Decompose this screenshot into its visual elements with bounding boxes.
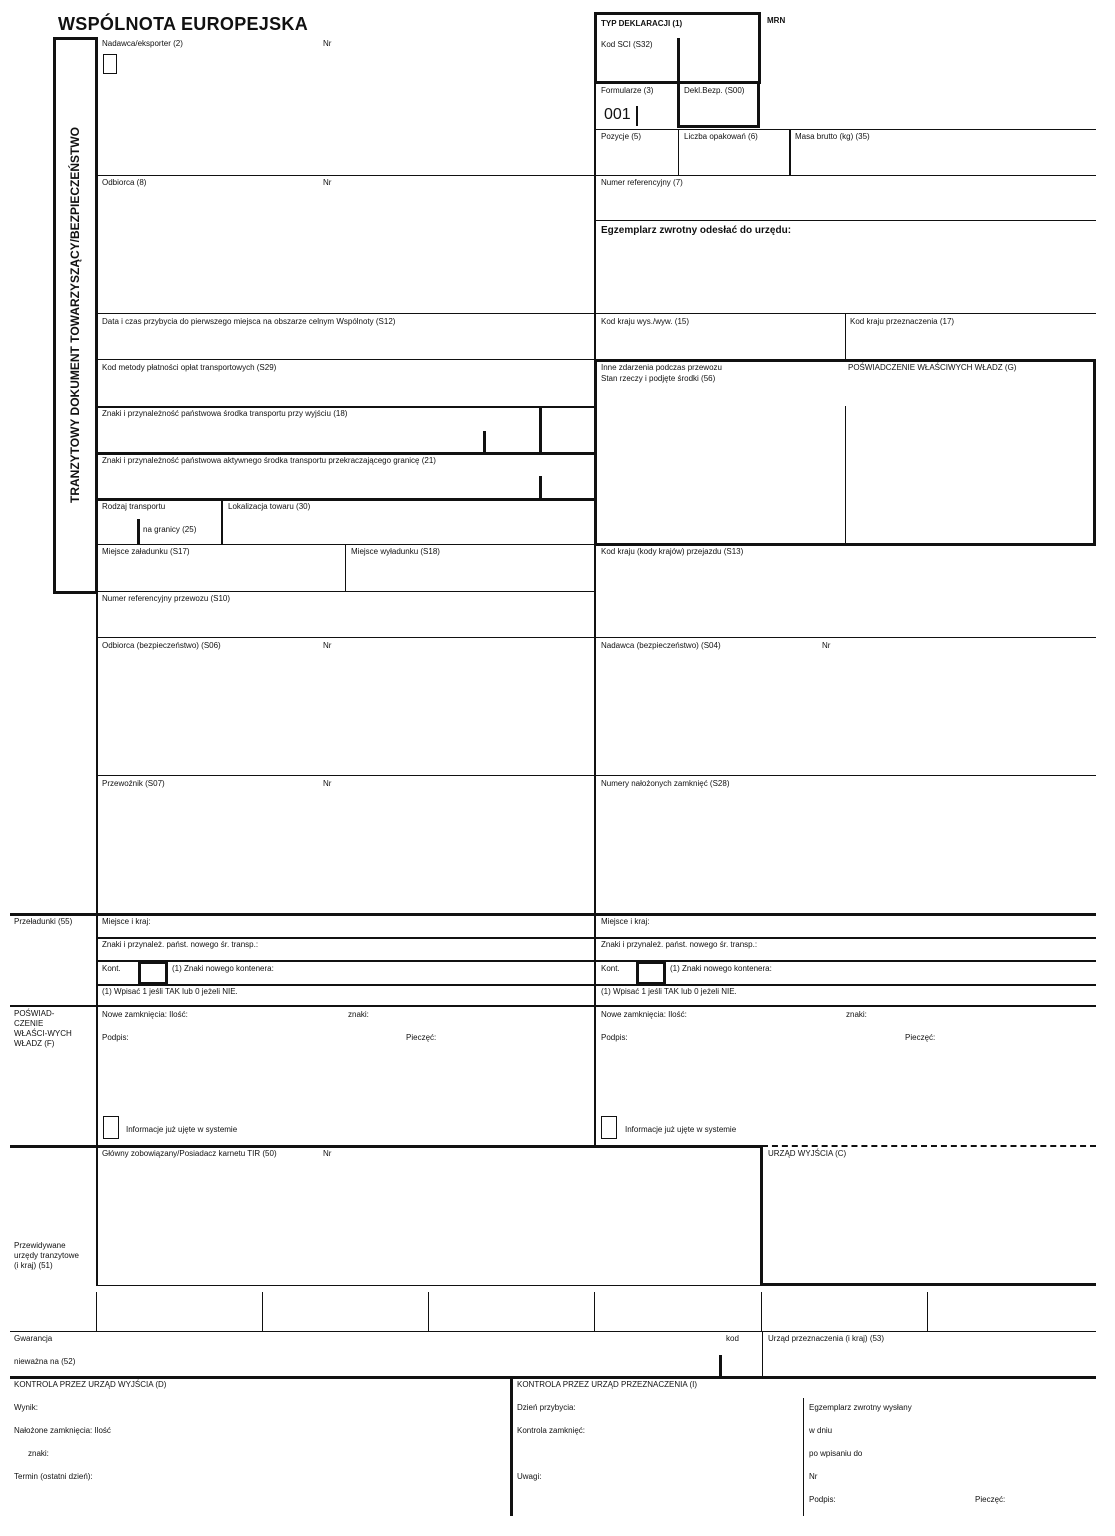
kod-sci-label: Kod SCI (S32) <box>601 40 653 49</box>
informacje-left: Informacje już ujęte w systemie <box>126 1125 238 1134</box>
nadawca-bezp-nr-label: Nr <box>822 641 831 650</box>
nadawca-nr-label: Nr <box>323 39 332 48</box>
gwarancja-label: Gwarancja <box>14 1334 53 1343</box>
termin-label: Termin (ostatni dzień): <box>14 1472 93 1481</box>
liczba-opakowan-label: Liczba opakowań (6) <box>684 132 758 141</box>
wynik-label: Wynik: <box>14 1403 38 1412</box>
podpis-right: Podpis: <box>601 1033 628 1042</box>
side-title: TRANZYTOWY DOKUMENT TOWARZYSZĄCY/BEZPIECZEŃSTWO <box>68 126 82 504</box>
numer-referencyjny-label: Numer referencyjny (7) <box>601 178 683 187</box>
wpisac-left: (1) Wpisać 1 jeśli TAK lub 0 jeżeli NIE. <box>102 987 238 996</box>
glowny-zobowiazany-label: Główny zobowiązany/Posiadacz karnetu TIR (50) <box>102 1149 277 1158</box>
page-title: WSPÓLNOTA EUROPEJSKA <box>58 14 309 34</box>
egzemplarz-wyslany-label: Egzemplarz zwrotny wysłany <box>809 1403 912 1412</box>
odbiorca-label: Odbiorca (8) <box>102 178 147 187</box>
poswiadczenie-f-label: POŚWIAD-CZENIE WŁAŚCI-WYCH WŁADZ (F) <box>14 1009 72 1048</box>
pozycje-label: Pozycje (5) <box>601 132 642 141</box>
niewazna-label: nieważna na (52) <box>14 1357 76 1366</box>
data-przybycia-label: Data i czas przybycia do pierwszego miejsca na obszarze celnym Wspólnoty (S12) <box>102 317 396 326</box>
numer-ref-przewozu-label: Numer referencyjny przewozu (S10) <box>102 594 231 603</box>
formularze-label: Formularze (3) <box>601 86 654 95</box>
kontrola-d-title: KONTROLA PRZEZ URZĄD WYJŚCIA (D) <box>14 1380 167 1389</box>
nalozone-label: Nałożone zamknięcia: Ilość <box>14 1426 111 1435</box>
znaki-kontenera-right: (1) Znaki nowego kontenera: <box>670 964 772 973</box>
podpis-left: Podpis: <box>102 1033 129 1042</box>
nowe-zamkniecia-left: Nowe zamknięcia: Ilość: <box>102 1010 188 1019</box>
miejsce-zaladunku-label: Miejsce załadunku (S17) <box>102 547 190 556</box>
lokalizacja-label: Lokalizacja towaru (30) <box>228 502 311 511</box>
nr-i-label: Nr <box>809 1472 818 1481</box>
znaki-left: znaki: <box>348 1010 369 1019</box>
nadawca-label: Nadawca/eksporter (2) <box>102 39 183 48</box>
kontrola-zamkniec-label: Kontrola zamknięć: <box>517 1426 586 1435</box>
rodzaj-transportu-label: Rodzaj transportu <box>102 502 166 511</box>
kont-checkbox-right[interactable] <box>636 961 666 985</box>
po-wpisaniu-label: po wpisaniu do <box>809 1449 863 1458</box>
w-dniu-label: w dniu <box>809 1426 833 1435</box>
inne-zdarzenia-label: Inne zdarzenia podczas przewozu <box>601 363 722 372</box>
formularze-value[interactable]: 001 <box>604 106 631 123</box>
nadawca-bezp-label: Nadawca (bezpieczeństwo) (S04) <box>601 641 721 650</box>
nowe-zamkniecia-right: Nowe zamknięcia: Ilość: <box>601 1010 687 1019</box>
na-granicy-label: na granicy (25) <box>143 525 197 534</box>
pieczec-i-label: Pieczęć: <box>975 1495 1006 1504</box>
miejsce-kraj-left: Miejsce i kraj: <box>102 917 151 926</box>
informacje-right: Informacje już ujęte w systemie <box>625 1125 737 1134</box>
miejsce-wyladunku-label: Miejsce wyładunku (S18) <box>351 547 440 556</box>
znaki-nowego-left: Znaki i przynależ. państ. nowego śr. transp.: <box>102 940 259 949</box>
kod-kraju-przezn-label: Kod kraju przeznaczenia (17) <box>850 317 955 326</box>
mrn-label: MRN <box>767 16 786 25</box>
kod-metody-label: Kod metody płatności opłat transportowych (S29) <box>102 363 277 372</box>
podpis-i-label: Podpis: <box>809 1495 836 1504</box>
stan-rzeczy-label: Stan rzeczy i podjęte środki (56) <box>601 374 716 383</box>
informacje-checkbox-left[interactable] <box>103 1116 119 1139</box>
egzemplarz-zwrotny-label: Egzemplarz zwrotny odesłać do urzędu: <box>601 225 792 236</box>
odbiorca-bezp-label: Odbiorca (bezpieczeństwo) (S06) <box>102 641 221 650</box>
przewoznik-label: Przewoźnik (S07) <box>102 779 165 788</box>
znaki-nowego-right: Znaki i przynależ. państ. nowego śr. transp.: <box>601 940 758 949</box>
odbiorca-nr-label: Nr <box>323 178 332 187</box>
znaki-wyjscie-label: Znaki i przynależność państwowa środka transportu przy wyjściu (18) <box>102 409 348 418</box>
przewoznik-nr-label: Nr <box>323 779 332 788</box>
nadawca-checkbox[interactable] <box>103 54 117 74</box>
dzien-przybycia-label: Dzień przybycia: <box>517 1403 576 1412</box>
kontrola-i-title: KONTROLA PRZEZ URZĄD PRZEZNACZENIA (I) <box>517 1380 698 1389</box>
pieczec-left: Pieczęć: <box>406 1033 437 1042</box>
kod-kraju-przejazdu-label: Kod kraju (kody krajów) przejazdu (S13) <box>601 547 744 556</box>
dekl-bezp-label: Dekl.Bezp. (S00) <box>684 86 745 95</box>
kont-label-right: Kont. <box>601 964 620 973</box>
informacje-checkbox-right[interactable] <box>601 1116 617 1139</box>
znaki-kontenera-left: (1) Znaki nowego kontenera: <box>172 964 274 973</box>
wpisac-right: (1) Wpisać 1 jeśli TAK lub 0 jeżeli NIE. <box>601 987 737 996</box>
miejsce-kraj-right: Miejsce i kraj: <box>601 917 650 926</box>
kod-label: kod <box>726 1334 739 1343</box>
uwagi-label: Uwagi: <box>517 1472 542 1481</box>
odbiorca-bezp-nr-label: Nr <box>323 641 332 650</box>
znaki-right: znaki: <box>846 1010 867 1019</box>
przewidywane-label: Przewidywane urzędy tranzytowe (i kraj) (51) <box>14 1241 79 1270</box>
typ-deklaracji-label: TYP DEKLARACJI (1) <box>601 19 683 28</box>
znaki-d-label: znaki: <box>28 1449 49 1458</box>
masa-brutto-label: Masa brutto (kg) (35) <box>795 132 870 141</box>
glowny-nr-label: Nr <box>323 1149 332 1158</box>
znaki-granica-label: Znaki i przynależność państwowa aktywnego środka transportu przekraczającego granicę (21) <box>102 456 436 465</box>
kont-label-left: Kont. <box>102 964 121 973</box>
numery-zamkniec-label: Numery nałożonych zamknięć (S28) <box>601 779 730 788</box>
urzad-wyjscia-label: URZĄD WYJŚCIA (C) <box>768 1149 847 1158</box>
urzad-przeznaczenia-label: Urząd przeznaczenia (i kraj) (53) <box>768 1334 885 1343</box>
pieczec-right: Pieczęć: <box>905 1033 936 1042</box>
przeladunki-label: Przeładunki (55) <box>14 917 73 926</box>
kod-kraju-wys-label: Kod kraju wys./wyw. (15) <box>601 317 690 326</box>
poswiadczenie-g-label: POŚWIADCZENIE WŁAŚCIWYCH WŁADZ (G) <box>848 363 1017 372</box>
kont-checkbox-left[interactable] <box>138 961 168 985</box>
